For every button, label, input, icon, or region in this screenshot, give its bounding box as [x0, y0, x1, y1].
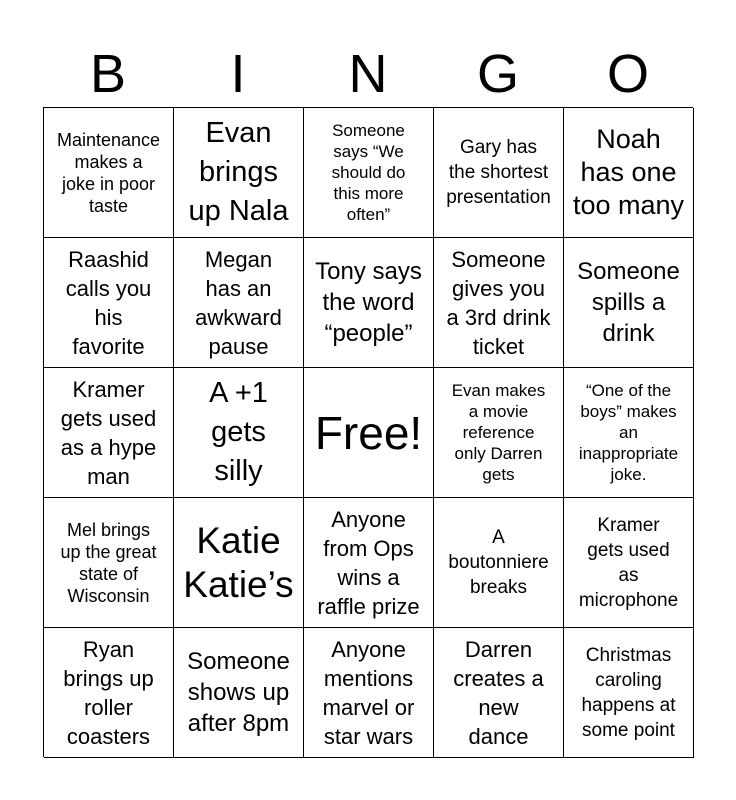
cell-text: Someone shows up after 8pm	[187, 648, 290, 737]
cell-text: Ryan brings up roller coasters	[63, 636, 154, 749]
bingo-cell[interactable]	[174, 238, 304, 368]
bingo-cell[interactable]	[564, 238, 694, 368]
cell-text: Christmas caroling happens at some point	[581, 644, 676, 741]
cell-text: Gary has the shortest presentation	[446, 137, 551, 208]
bingo-cell[interactable]	[304, 498, 434, 628]
free-space-text: Free!	[314, 406, 423, 459]
cell-text: Anyone mentions marvel or star wars	[322, 636, 415, 749]
free-space-cell[interactable]	[304, 368, 434, 498]
bingo-cell[interactable]	[304, 238, 434, 368]
cell-text: Raashid calls you his favorite	[65, 246, 152, 359]
cell-text: Darren creates a new dance	[453, 636, 544, 749]
cell-text: Katie Katie’s	[183, 519, 294, 605]
cell-text: Someone gives you a 3rd drink ticket	[446, 246, 551, 359]
cell-text: “One of the boys” makes an inappropriate joke.	[578, 381, 679, 484]
bingo-cell[interactable]	[44, 238, 174, 368]
bingo-cell[interactable]	[44, 498, 174, 628]
cell-text: Tony says the word “people”	[315, 258, 422, 347]
bingo-board	[43, 107, 693, 757]
bingo-cell[interactable]	[434, 238, 564, 368]
cell-text: Someone spills a drink	[577, 258, 680, 347]
bingo-cell[interactable]	[304, 628, 434, 758]
bingo-cell[interactable]	[174, 108, 304, 238]
bingo-cell[interactable]	[174, 628, 304, 758]
header-letter-o: O	[606, 44, 649, 104]
bingo-cell[interactable]	[174, 368, 304, 498]
bingo-cell[interactable]	[564, 108, 694, 238]
bingo-cell[interactable]	[434, 498, 564, 628]
bingo-cell[interactable]	[564, 628, 694, 758]
header-letter-n: N	[348, 44, 388, 104]
bingo-cell[interactable]	[434, 368, 564, 498]
bingo-cell[interactable]	[434, 108, 564, 238]
cell-text: Mel brings up the great state of Wisconsin	[60, 519, 157, 606]
bingo-cell[interactable]	[564, 368, 694, 498]
cell-text: A +1 gets silly	[209, 377, 268, 487]
cell-text: Megan has an awkward pause	[195, 246, 282, 359]
header-letter-i: I	[230, 44, 246, 104]
bingo-cell[interactable]	[304, 108, 434, 238]
bingo-cell[interactable]	[564, 498, 694, 628]
cell-text: Noah has one too many	[572, 124, 685, 220]
bingo-cell[interactable]	[434, 628, 564, 758]
cell-text: Maintenance makes a joke in poor taste	[56, 129, 161, 216]
bingo-header	[43, 40, 693, 108]
bingo-cell[interactable]	[174, 498, 304, 628]
cell-text: Evan makes a movie reference only Darren gets	[451, 381, 546, 484]
bingo-cell[interactable]	[44, 628, 174, 758]
cell-text: Evan brings up Nala	[188, 117, 289, 227]
cell-text: A boutonniere breaks	[448, 527, 549, 598]
bingo-cell[interactable]	[44, 108, 174, 238]
header-letter-g: G	[476, 44, 519, 104]
cell-text: Kramer gets used as a hype man	[60, 376, 157, 489]
bingo-cell[interactable]	[44, 368, 174, 498]
header-letter-b: B	[89, 44, 127, 104]
cell-text: Anyone from Ops wins a raffle prize	[317, 506, 420, 619]
cell-text: Someone says “We should do this more often”	[331, 121, 406, 224]
cell-text: Kramer gets used as microphone	[578, 514, 679, 611]
